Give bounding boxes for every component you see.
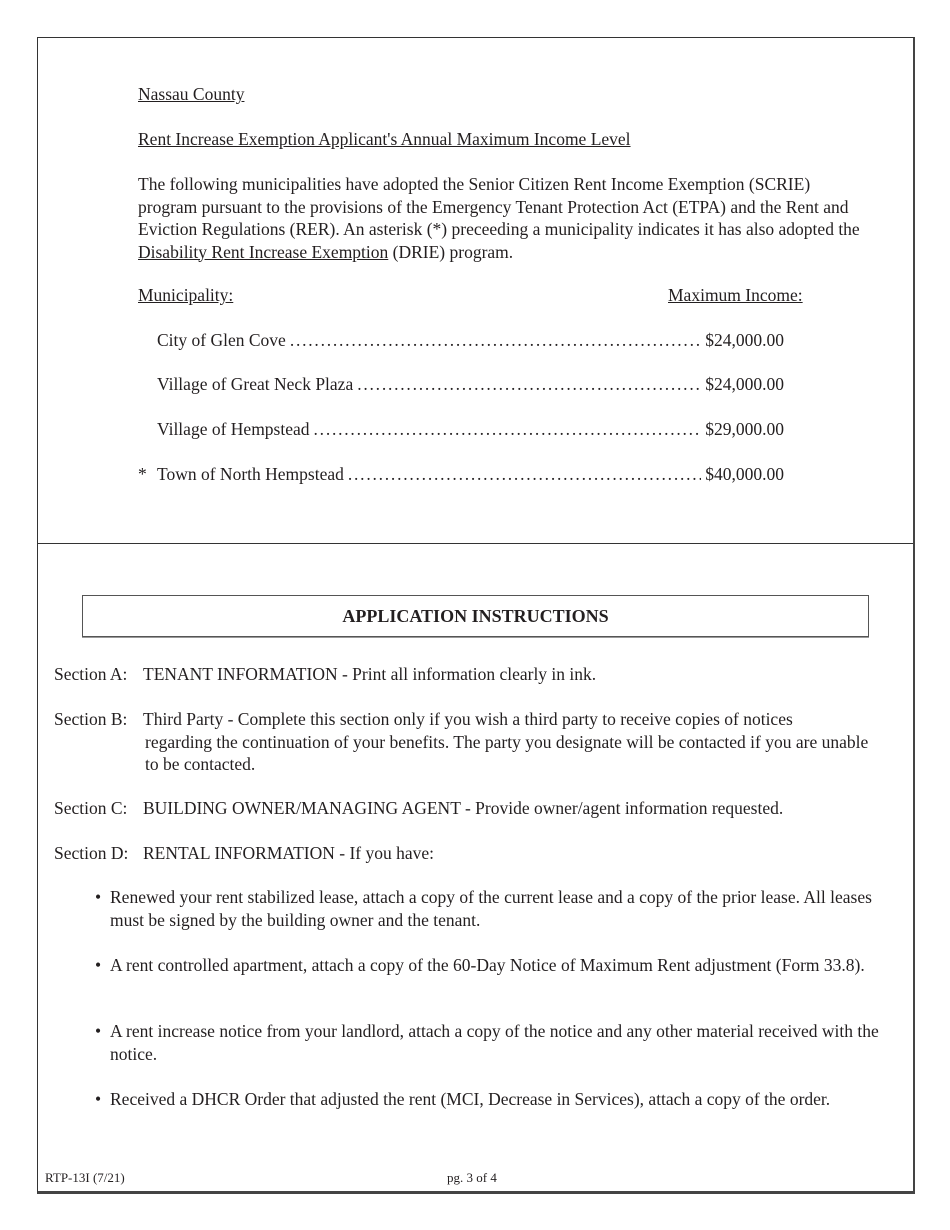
max-income: $40,000.00 <box>705 464 784 484</box>
county-heading <box>138 83 244 106</box>
bullet-icon: • <box>95 1021 102 1041</box>
section-text-continued: regarding the continuation of your benefits. The party you designate will be contacted if you are unable to be contacted. <box>145 731 869 774</box>
drie-asterisk: * <box>138 464 147 484</box>
instructions-title-box <box>82 595 869 637</box>
bullet-text: Received a DHCR Order that adjusted the rent (MCI, Decrease in Services), attach a copy of the order. <box>110 1089 831 1109</box>
rental-document-bullet <box>95 886 910 931</box>
instructions-title: APPLICATION INSTRUCTIONS <box>342 605 609 626</box>
income-level-heading <box>138 128 631 151</box>
section-text: BUILDING OWNER/MANAGING AGENT - Provide owner/agent information requested. <box>143 798 784 818</box>
intro-text: The following municipalities have adopted the Senior Citizen Rent Income Exemption (SCRIE) program pursuant to the provisions of the Emergency Tenant Protection Act (ETPA) and the Rent and Eviction Regulations (RER). An asterisk (*) preceeding a municipality indicates it has also adopted the <box>138 174 860 239</box>
rental-document-bullet <box>95 954 910 977</box>
municipality-name: Village of Great Neck Plaza <box>157 374 354 394</box>
max-income: $24,000.00 <box>705 330 784 350</box>
dot-leader <box>290 329 701 351</box>
section-label: Section C: <box>54 798 128 818</box>
municipality-row <box>138 418 784 440</box>
rental-document-bullet <box>95 1020 910 1065</box>
section-text: RENTAL INFORMATION - If you have: <box>143 843 435 863</box>
instruction-section <box>54 842 884 865</box>
intro-paragraph <box>138 173 873 263</box>
municipality-column-header <box>138 284 233 307</box>
rental-document-bullet <box>95 1088 910 1111</box>
income-column-header <box>668 284 803 307</box>
section-label: Section D: <box>54 843 129 863</box>
municipality-header-text: Municipality: <box>138 285 234 305</box>
bullet-icon: • <box>95 955 102 975</box>
bullet-icon: • <box>95 887 102 907</box>
drie-link: Disability Rent Increase Exemption <box>138 241 389 262</box>
subtitle-text: Rent Increase Exemption Applicant's Annual Maximum Income Level <box>138 129 631 149</box>
municipality-name: Village of Hempstead <box>157 419 310 439</box>
section-text: Third Party - Complete this section only if you wish a third party to receive copies of notices <box>143 709 793 729</box>
income-header-text: Maximum Income: <box>668 285 803 305</box>
municipality-name: City of Glen Cove <box>157 330 286 350</box>
section-text: TENANT INFORMATION - Print all information clearly in ink. <box>143 664 597 684</box>
bullet-text: Renewed your rent stabilized lease, attach a copy of the current lease and a copy of the prior lease. All leases must be signed by the building owner and the tenant. <box>110 887 872 930</box>
municipality-row <box>138 329 784 351</box>
county-text: Nassau County <box>138 84 245 104</box>
instruction-section <box>54 663 884 686</box>
municipality-name: Town of North Hempstead <box>157 464 344 484</box>
section-label: Section B: <box>54 709 128 729</box>
bullet-icon: • <box>95 1089 102 1109</box>
dot-leader <box>348 463 701 485</box>
bullet-text: A rent increase notice from your landlord, attach a copy of the notice and any other material received with the notice. <box>110 1021 879 1064</box>
page-number: pg. 3 of 4 <box>447 1170 497 1185</box>
dot-leader <box>357 373 701 395</box>
max-income: $24,000.00 <box>705 374 784 394</box>
municipality-row <box>138 373 784 395</box>
section-label: Section A: <box>54 664 128 684</box>
intro-text-end: (DRIE) program. <box>388 241 514 262</box>
bullet-text: A rent controlled apartment, attach a copy of the 60-Day Notice of Maximum Rent adjustment (Form 33.8). <box>110 955 865 975</box>
form-id: RTP-13I (7/21) <box>45 1170 125 1185</box>
max-income: $29,000.00 <box>705 419 784 439</box>
instruction-section <box>54 797 884 820</box>
municipality-row <box>138 463 784 485</box>
instruction-section <box>54 708 884 776</box>
dot-leader <box>314 418 702 440</box>
section-divider <box>37 543 913 544</box>
